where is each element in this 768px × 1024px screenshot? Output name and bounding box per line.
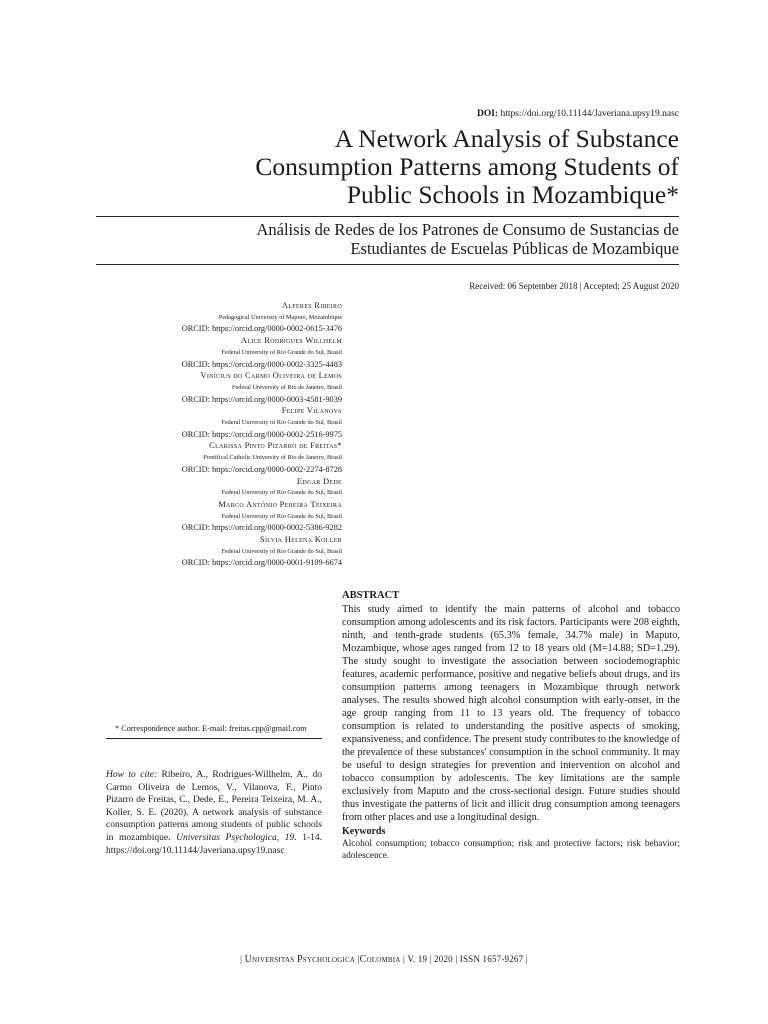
keywords-text: Alcohol consumption; tobacco consumption; risk and protective factors; risk behavior; adolescence. xyxy=(342,839,680,861)
abstract-text: This study aimed to identify the main patterns of alcohol and tobacco consumption among adolescents and its risk factors. Participants were 208 eighth, ninth, and tenth-grade students (65.3% female, 34.7% male) in Maputo, Mozambique, whose ages ranged from 12 to 18 years old (M=14.88; SD=1.29). The study sought to investigate the association between sociodemographic features, academic performance, positive and negative beliefs about drugs, and its consumption patterns among teenagers in Mozambique through network analyses. The results showed high alcohol consumption with early-onset, in the age group ranging from 11 to 13 years old. The frequency of tobacco consumption is related to understanding the positive aspects of smoking, expansiveness, and confidence. The present study contributes to the knowledge of the prevalence of these substances' consumption in the school community. It may be useful to design strategies for prevention and intervention on alcohol and tobacco consumption by adolescents. The key limitations are the sample exclusively from Maputo and the cross-sectional design. Future studies should thus investigate the patterns of licit and illicit drug consumption among teenagers from other places and use a longitudinal design. xyxy=(342,604,680,823)
author-name: Alferes Ribeiro xyxy=(281,300,342,310)
article-title xyxy=(119,125,679,209)
author-name: Clarissa Pinto Pizarro de Freitas* xyxy=(209,440,342,451)
footer-country: Colombia xyxy=(359,954,401,965)
cite-journal: Universitas Psychologica, 19 xyxy=(176,832,295,843)
footer-issn: ISSN 1657-9267 xyxy=(459,954,524,964)
subtitle-divider xyxy=(96,264,679,265)
author-name: Felipe Vilanova xyxy=(281,405,342,416)
abstract-section xyxy=(342,589,680,862)
author-orcid[interactable]: ORCID: https://orcid.org/0000-0002-5386-9282 xyxy=(181,523,342,533)
author-orcid[interactable]: ORCID: https://orcid.org/0000-0002-3325-4483 xyxy=(181,359,342,369)
doi-line xyxy=(477,109,679,119)
keywords-heading: Keywords xyxy=(342,826,386,837)
title-line: A Network Analysis of Substance xyxy=(334,124,679,153)
footer-year: 2020 xyxy=(434,954,453,964)
author-affiliation: Federal University of Rio Grande do Sul, Brasil xyxy=(221,419,342,427)
title-line: Consumption Patterns among Students of xyxy=(255,152,679,181)
how-to-cite xyxy=(106,769,322,857)
author-name: Sílvia Helena Koller xyxy=(259,534,342,545)
author-affiliation: Federal University of Rio Grande do Sul, Brasil xyxy=(221,547,342,555)
author-orcid[interactable]: ORCID: https://orcid.org/0000-0002-0615-3476 xyxy=(181,324,342,334)
article-subtitle xyxy=(256,220,679,258)
author-affiliation: Pedagogical University of Maputo, Mozambique xyxy=(218,313,342,321)
received-accepted-dates: Received: 06 September 2018 | Accepted: 25 August 2020 xyxy=(469,281,679,291)
author-affiliation: Pontifical Catholic University of Rio de Janeiro, Brasil xyxy=(203,454,342,462)
author-affiliation: Federal University of Rio Grande do Sul, Brasil xyxy=(221,489,342,497)
doi-link[interactable]: https://doi.org/10.11144/Javeriana.upsy19.nasc xyxy=(500,109,679,119)
author-name: Edgar Dede xyxy=(296,475,342,486)
author-affiliation: Federal University of Rio Grande do Sul, Brasil xyxy=(221,348,342,356)
author-affiliation: Federal University of Rio Grande do Sul, Brasil xyxy=(221,512,342,520)
author-affiliation: Federal University of Rio de Janeiro, Brasil xyxy=(232,383,342,391)
cite-text-end: . 1-14. https://doi.org/10.11144/Javeriana.upsy19.nasc xyxy=(106,832,322,856)
author-name: Alice Rodrigues Willhelm xyxy=(240,335,342,346)
author-name: Vinícius do Carmo Oliveira de Lemos xyxy=(200,370,342,381)
author-orcid[interactable]: ORCID: https://orcid.org/0000-0002-2274-8728 xyxy=(181,464,342,474)
author-orcid[interactable]: ORCID: https://orcid.org/0000-0003-4581-9039 xyxy=(181,394,342,404)
author-orcid[interactable]: ORCID: https://orcid.org/0000-0002-2516-9975 xyxy=(181,429,342,439)
footer-journal: Universitas Psychologica xyxy=(244,954,356,965)
author-name: Marco Antônio Pereira Teixeira xyxy=(218,498,342,509)
author-list xyxy=(182,300,342,569)
doi-label: DOI: xyxy=(476,109,499,119)
cite-label: How to cite: xyxy=(106,770,158,780)
correspondence-note: * Correspondence author. E-mail: freitas.cpp@gmail.com xyxy=(115,724,307,733)
correspondence-divider xyxy=(106,738,322,739)
cite-text: Ribeiro, A., Rodrigues-Willhelm, A., do Carmo Oliveira de Lemos, V., Vilanova, F., Pinto Pizarro de Freitas, C., Dede, E., Pereira Teixeira, M. A., Koller, S. E. (2020). A network analysis of substance consumption patterns among students of public schools in mozambique. xyxy=(106,770,322,843)
subtitle-line: Estudiantes de Escuelas Públicas de Mozambique xyxy=(350,239,679,258)
subtitle-line: Análisis de Redes de los Patrones de Consumo de Sustancias de xyxy=(256,220,679,239)
footer-volume: V. 19 xyxy=(407,954,428,964)
title-divider xyxy=(96,216,679,217)
journal-footer: | Universitas Psychologica |Colombia | V. 19 | 2020 | ISSN 1657-9267 | xyxy=(240,954,528,965)
author-orcid[interactable]: ORCID: https://orcid.org/0000-0001-9109-6674 xyxy=(181,558,342,568)
title-line: Public Schools in Mozambique* xyxy=(346,180,679,209)
abstract-heading: ABSTRACT xyxy=(342,590,400,601)
